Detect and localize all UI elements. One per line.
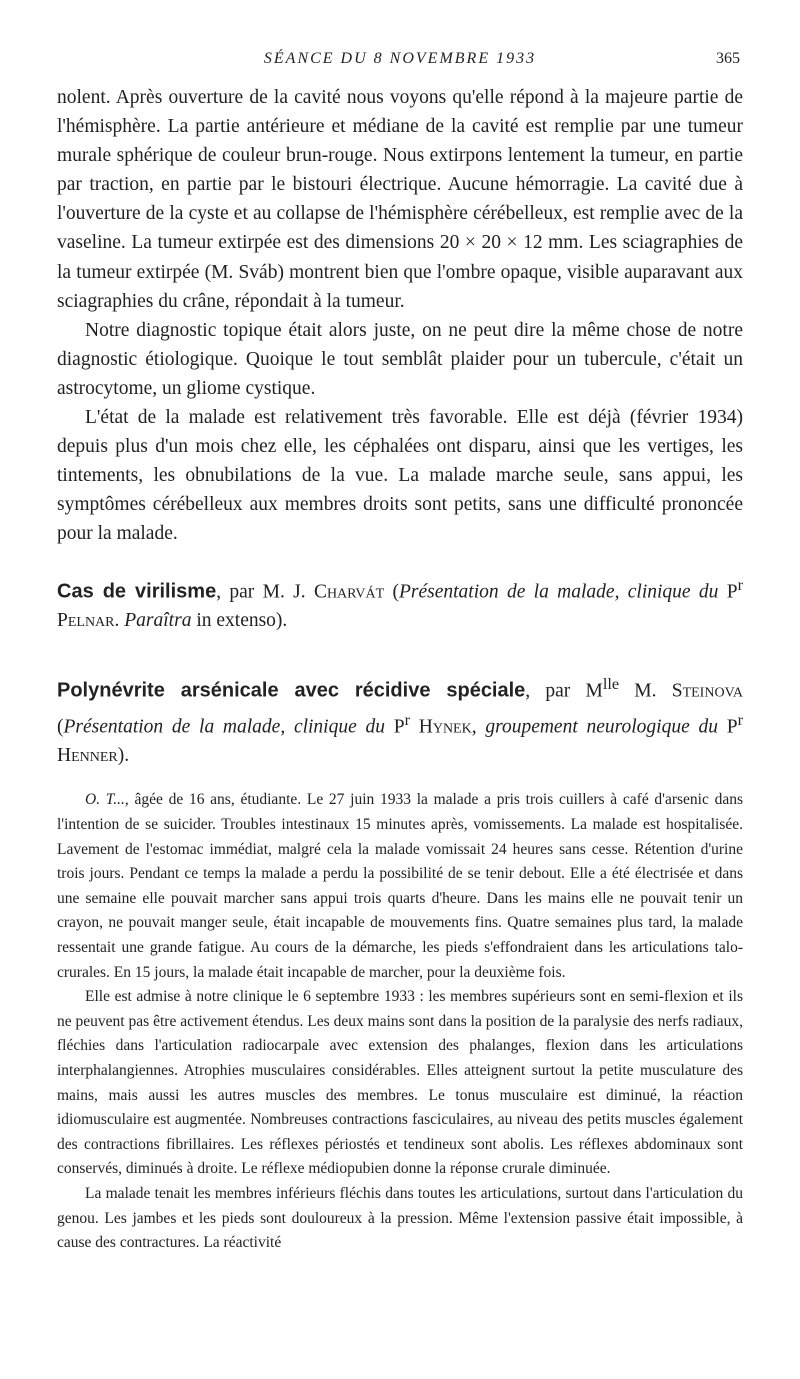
author-name: Charvát xyxy=(313,581,385,602)
running-title: SÉANCE DU 8 NOVEMBRE 1933 xyxy=(263,50,537,67)
professor-name: Pelnar xyxy=(57,610,115,632)
case-paragraph: O. T..., âgée de 16 ans, étudiante. Le 27 juin 1933 la malade a pris trois cuillers à café d'arsenic dans l'intention de se suicider. Troubles intestinaux 15 minutes après, vomissements. La malade est hospitalisée. Lavement de l'estomac immédiat, malgré cela la malade vomissait 24 heures sans cesse. Rétention d'urine trois jours. Pendant ce temps la malade a perdu la possibilité de se tenir debout. Elle a été électrisée et dans une semaine elle pouvait marcher sans appui trois quarts d'heure. Dans les mains elle ne pouvait tenir un crayon, ne pouvait manger seule, était incapable de mouvements fins. Quatre semaines plus tard, la malade ressentait une grande fatigue. Au cours de la démarche, les pieds s'effondraient dans les articulations talo-crurales. En 15 jours, la malade était incapable de marcher, pour la deuxième fois. xyxy=(57,791,743,981)
section-title: Cas de virilisme xyxy=(57,580,217,602)
professor-name: Henner xyxy=(57,745,118,767)
case-paragraph: Elle est admise à notre clinique le 6 septembre 1933 : les membres supérieurs sont en semi-flexion et ils ne peuvent pas être activement étendus. Les deux mains sont dans la position de la paralysie des nerfs radiaux, fléchies dans l'articulation radiocarpale avec extension des phalanges, flexion dans les articulations interphalangiennes. Atrophies musculaires considérables. Elles atteignent surtout la petite musculature des mains, mais aussi les autres muscles des membres. Le tonus musculaire est diminué, la réaction idiomusculaire est augmentée. Nombreuses contractions fasciculaires, au niveau des petits muscles également des contractions fibrillaires. Les réflexes périostés et tendineux sont abolis. Les réflexes abdominaux sont conservés, diminués à droite. Le réflexe médiopubien donne la réponse crurale diminuée. xyxy=(57,988,743,1178)
author-name: Steinova xyxy=(671,680,743,702)
section-heading-polynevrite: Polynévrite arsénicale avec récidive spéciale, par $M^{lle}$ M. Steinova (Présentation de la malade, clinique du $P^r$ Hynek, groupement neurologique du $P^r$ Henner). xyxy=(57,675,743,767)
running-header xyxy=(0,50,800,76)
paragraph: L'état de la malade est relativement très favorable. Elle est déjà (février 1934) depuis plus d'un mois chez elle, les céphalées ont disparu, ainsi que les vertiges, les tintements, les obnubilations de la vue. La malade marche seule, sans appui, les symptômes cérébelleux aux membres droits sont petits, sans une difficulté prononcée pour la malade. xyxy=(57,407,743,545)
case-report xyxy=(57,788,743,1255)
page-body xyxy=(57,83,743,1256)
section-title: Polynévrite arsénicale avec récidive spéciale xyxy=(57,679,526,702)
section-heading-virilisme: Cas de virilisme, par M. J. Charvát (Présentation de la malade, clinique du $P^r$ Pelnar. Paraîtra in extenso). xyxy=(57,575,743,632)
case-paragraph: La malade tenait les membres inférieurs fléchis dans toutes les articulations, surtout dans l'articulation du genou. Les jambes et les pieds sont douloureux à la pression. Même l'extension passive était impossible, à cause des contractures. La réactivité xyxy=(57,1184,743,1252)
professor-name: Hynek xyxy=(418,716,472,738)
page-number: 365 xyxy=(716,50,740,67)
paragraph: Notre diagnostic topique était alors juste, on ne peut dire la même chose de notre diagnostic étiologique. Quoique le tout semblât plaider pour un tubercule, c'était un astrocytome, un gliome cystique. xyxy=(57,319,743,399)
paragraph: nolent. Après ouverture de la cavité nous voyons qu'elle répond à la majeure partie de l'hémisphère. La partie antérieure et médiane de la cavité est remplie par une tumeur murale sphérique de couleur brun-rouge. Nous extirpons lentement la tumeur, en partie par traction, en partie par le bistouri électrique. Aucune hémorragie. La cavité due à l'ouverture de la cyste et au collapse de l'hémisphère cérébelleux, est remplie avec de la vaseline. La tumeur extirpée est des dimensions 20 × 20 × 12 mm. Les sciagraphies de la tumeur extirpée (M. Sváb) montrent bien que l'ombre opaque, visible auparavant aux sciagraphies du crâne, répondait à la tumeur. xyxy=(57,87,743,312)
patient-initials: O. T... xyxy=(85,791,125,809)
